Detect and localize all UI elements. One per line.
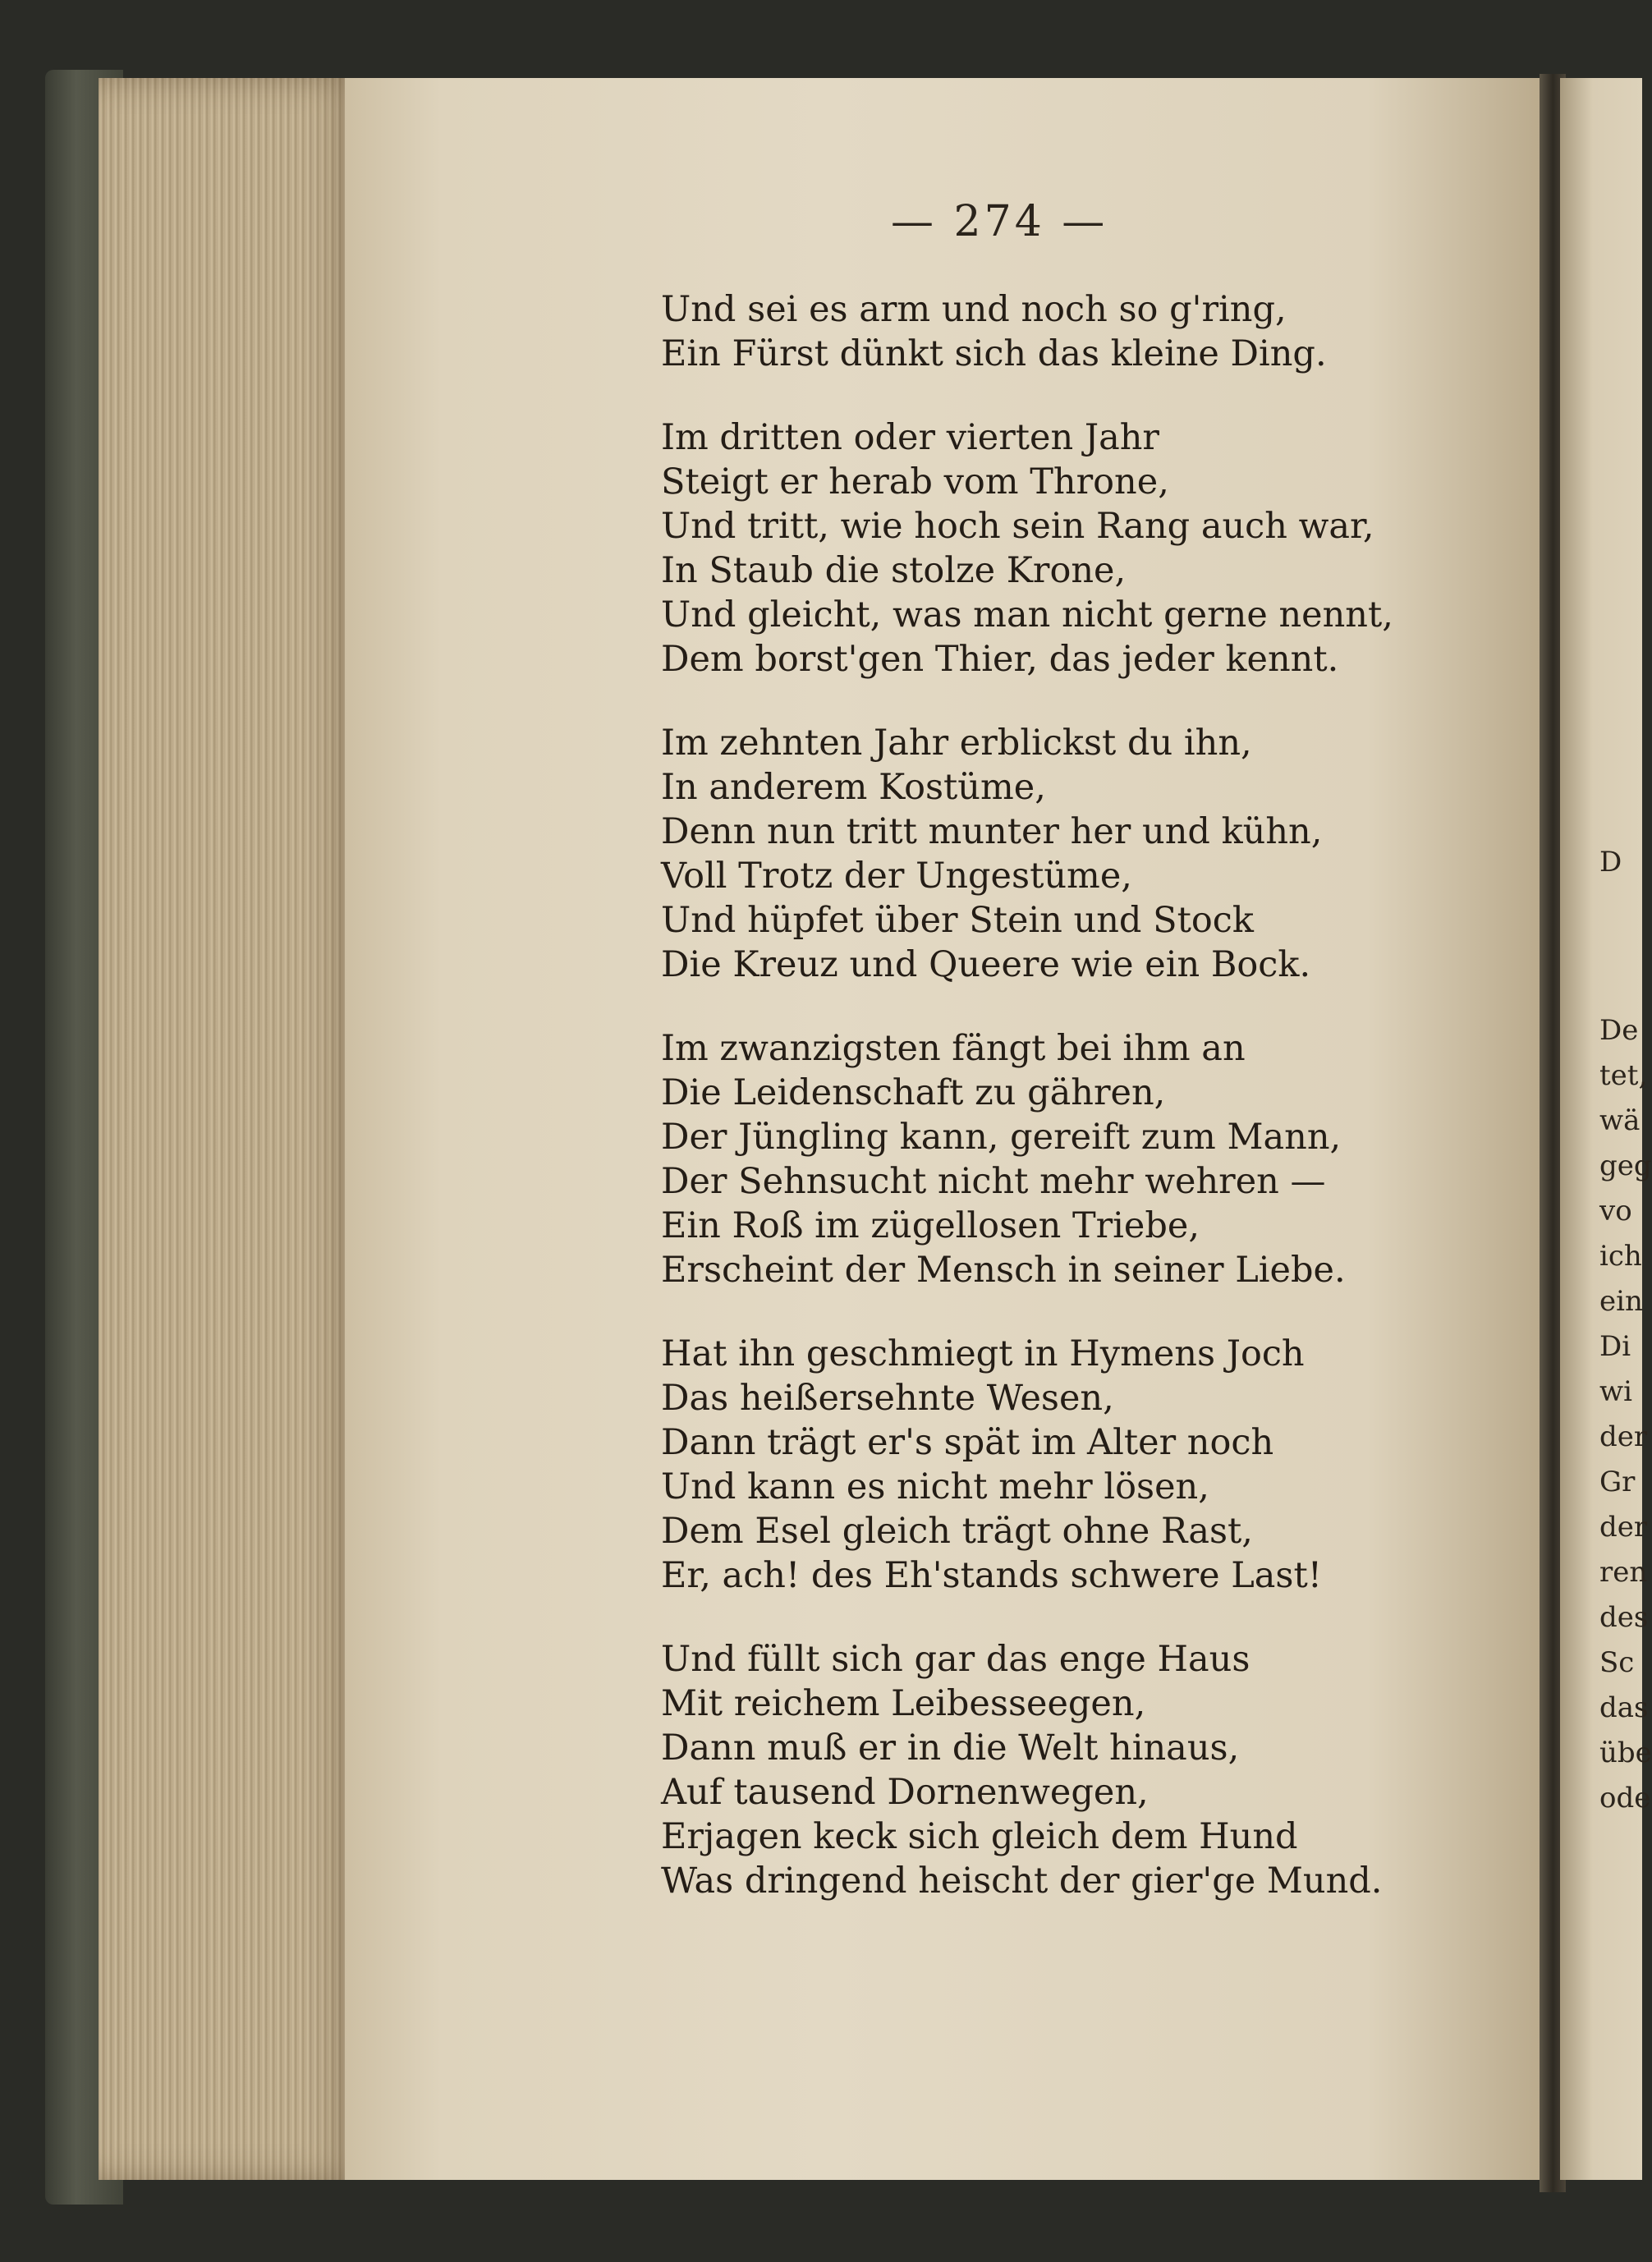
right-page-fragment: wi xyxy=(1599,1375,1632,1408)
right-page-fragment: geg xyxy=(1599,1149,1652,1182)
poem-line: Auf tausend Dornenwegen, xyxy=(661,1772,1149,1813)
right-page-fragment: D xyxy=(1599,846,1622,879)
poem-line: Dann muß er in die Welt hinaus, xyxy=(661,1727,1240,1769)
right-page-fragment: vo xyxy=(1599,1195,1632,1227)
poem-line: Dann trägt er's spät im Alter noch xyxy=(661,1422,1274,1463)
poem-line: Denn nun tritt munter her und kühn, xyxy=(661,811,1323,852)
poem-line: Was dringend heischt der gier'ge Mund. xyxy=(661,1861,1383,1902)
right-page-fragment: Di xyxy=(1599,1330,1631,1363)
right-page-fragment: ode xyxy=(1599,1782,1651,1815)
poem-line: Der Sehnsucht nicht mehr wehren — xyxy=(661,1161,1326,1202)
stanza xyxy=(661,287,1482,376)
right-page-fragment: wä xyxy=(1599,1104,1641,1137)
poem-line: Und tritt, wie hoch sein Rang auch war, xyxy=(661,506,1374,547)
poem-line: Steigt er herab vom Throne, xyxy=(661,461,1169,502)
stanza xyxy=(661,1332,1482,1598)
right-page-fragment: der xyxy=(1599,1420,1648,1453)
right-page-fragment: ein xyxy=(1599,1285,1643,1318)
poem-line: Und sei es arm und noch so g'ring, xyxy=(661,289,1287,330)
page-number: — 274 — xyxy=(891,197,1108,246)
poem-line: Und hüpfet über Stein und Stock xyxy=(661,900,1254,941)
poem-line: Mit reichem Leibesseegen, xyxy=(661,1683,1146,1724)
poem-line: Ein Roß im zügellosen Triebe, xyxy=(661,1205,1200,1246)
poem-line: Dem borst'gen Thier, das jeder kennt. xyxy=(661,639,1339,680)
right-page-fragment: ren xyxy=(1599,1556,1648,1589)
poem-line: Und füllt sich gar das enge Haus xyxy=(661,1639,1250,1680)
stanza xyxy=(661,1637,1482,1903)
poem-line: Die Leidenschaft zu gähren, xyxy=(661,1072,1166,1113)
poem-line: Und kann es nicht mehr lösen, xyxy=(661,1466,1209,1507)
stanza xyxy=(661,415,1482,681)
poem-line: Die Kreuz und Queere wie ein Bock. xyxy=(661,944,1311,985)
poem-line: Hat ihn geschmiegt in Hymens Joch xyxy=(661,1333,1305,1374)
poem-line: Im dritten oder vierten Jahr xyxy=(661,417,1159,458)
poem-line: Voll Trotz der Ungestüme, xyxy=(661,856,1132,897)
poem-line: Dem Esel gleich trägt ohne Rast, xyxy=(661,1511,1253,1552)
page-edges xyxy=(99,78,361,2180)
stanza xyxy=(661,1026,1482,1292)
poem-line: Ein Fürst dünkt sich das kleine Ding. xyxy=(661,333,1327,374)
poem-line: Das heißersehnte Wesen, xyxy=(661,1378,1114,1419)
poem-line: Und gleicht, was man nicht gerne nennt, xyxy=(661,594,1393,635)
poem-line: Erscheint der Mensch in seiner Liebe. xyxy=(661,1250,1346,1291)
poem-line: Im zehnten Jahr erblickst du ihn, xyxy=(661,723,1252,764)
right-page-fragment: Gr xyxy=(1599,1466,1636,1498)
right-page-fragment: tet, xyxy=(1599,1059,1648,1092)
right-page-fragment: des xyxy=(1599,1601,1649,1634)
poem-line: Er, ach! des Eh'stands schwere Last! xyxy=(661,1555,1323,1596)
right-page-fragment: De xyxy=(1599,1014,1639,1047)
poem-line: Der Jüngling kann, gereift zum Mann, xyxy=(661,1117,1342,1158)
poem-line: In Staub die stolze Krone, xyxy=(661,550,1127,591)
poem xyxy=(661,287,1482,2061)
poem-line: Erjagen keck sich gleich dem Hund xyxy=(661,1816,1298,1857)
right-page-fragment: übe xyxy=(1599,1737,1652,1769)
right-page-fragment: Sc xyxy=(1599,1646,1635,1679)
right-page-fragment: der xyxy=(1599,1511,1648,1544)
stanza xyxy=(661,721,1482,987)
right-page-fragment: ich xyxy=(1599,1240,1642,1273)
right-page-fragment: das xyxy=(1599,1691,1649,1724)
poem-line: In anderem Kostüme, xyxy=(661,767,1046,808)
poem-line: Im zwanzigsten fängt bei ihm an xyxy=(661,1028,1246,1069)
